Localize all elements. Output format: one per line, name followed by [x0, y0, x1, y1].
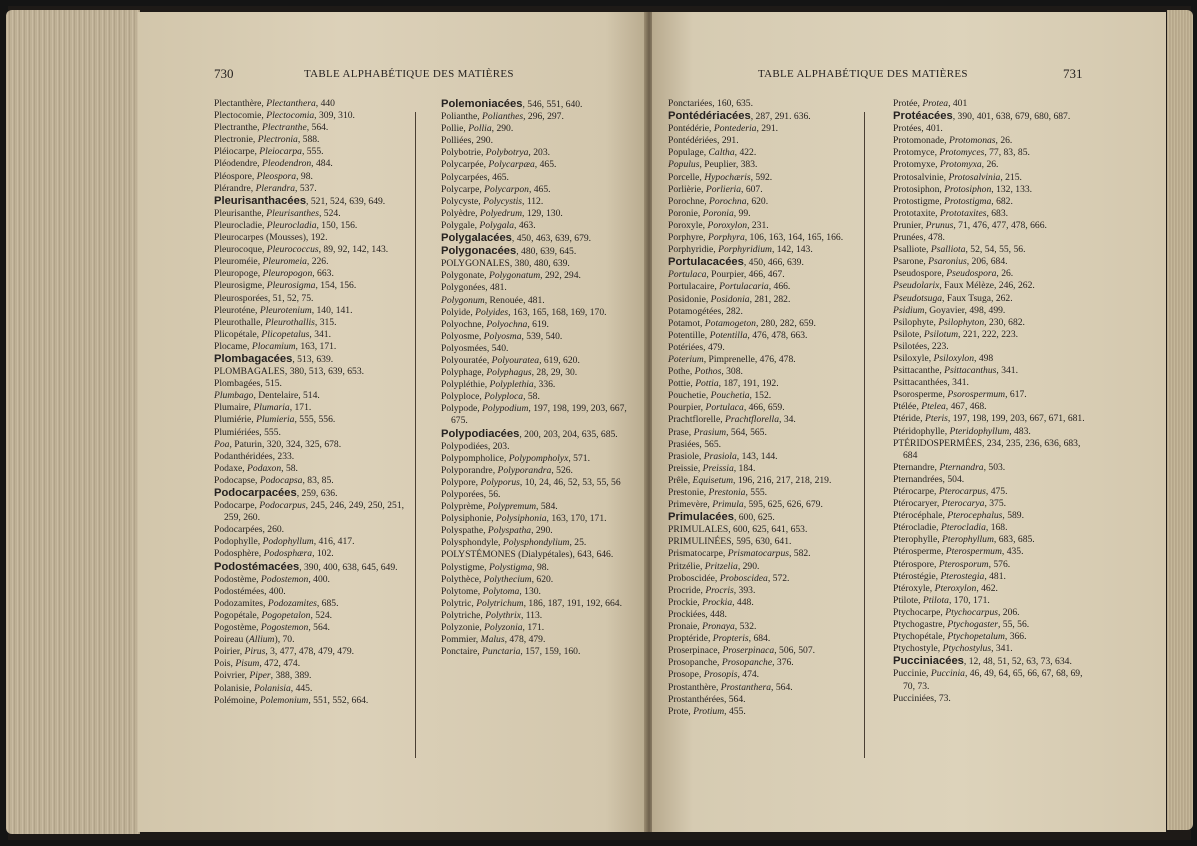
index-entry: PTÉRIDOSPERMÉES, 234, 235, 236, 636, 683, 684 — [893, 437, 1081, 461]
index-entry: Protomyce, Protomyces, 77, 83, 85. — [893, 147, 1030, 159]
index-column-2 — [441, 98, 637, 658]
index-entry: Prasiole, Prasiola, 143, 144. — [668, 450, 778, 462]
index-entry: Podostémées, 400. — [214, 585, 286, 597]
index-entry: Pternandre, Pternandra, 503. — [893, 461, 1006, 473]
index-entry: Protomyxe, Protomyxa, 26. — [893, 159, 999, 171]
index-entry: Ponctaire, Punctaria, 157, 159, 160. — [441, 646, 581, 658]
index-entry: Plumiérie, Plumieria, 555, 556. — [214, 414, 336, 426]
index-entry: Prostanthère, Prostanthera, 564. — [668, 681, 793, 693]
left-page — [138, 12, 646, 832]
column-rule — [415, 112, 416, 758]
index-entry: Podostémacées, 390, 400, 638, 645, 649. — [214, 560, 398, 573]
index-entry: Poterium, Pimprenelle, 476, 478. — [668, 353, 796, 365]
index-entry: Podocarpe, Podocarpus, 245, 246, 249, 250, 251, 259, 260. — [214, 500, 405, 524]
index-entry: Poivrier, Piper, 388, 389. — [214, 670, 312, 682]
running-header: TABLE ALPHABÉTIQUE DES MATIÈRES — [758, 68, 968, 80]
index-entry: Polyouratée, Polyouratea, 619, 620. — [441, 354, 580, 366]
index-entry: Pourpier, Portulaca, 466, 659. — [668, 402, 785, 414]
index-entry: Polytric, Polytrichum, 186, 187, 191, 192, 664. — [441, 597, 622, 609]
index-entry: Prototaxite, Prototaxites, 683. — [893, 207, 1009, 219]
index-entry: Posidonie, Posidonia, 281, 282. — [668, 293, 791, 305]
index-entry: Poireau (Allium), 70. — [214, 634, 295, 646]
page-number: 730 — [214, 66, 234, 81]
index-entry: Puccinie, Puccinia, 46, 49, 64, 65, 66, 67, 68, 69, 70, 73. — [893, 668, 1083, 692]
index-entry: Pternandrées, 504. — [893, 473, 965, 485]
index-entry: Psilote, Psilotum, 221, 222, 223. — [893, 328, 1019, 340]
index-entry: Podostème, Podostemon, 400. — [214, 573, 330, 585]
index-entry: Polyochne, Polyochna, 619. — [441, 318, 549, 330]
index-entry: Pritzélie, Pritzelia, 290. — [668, 560, 760, 572]
index-entry: Plectranthe, Plectranthe, 564. — [214, 122, 329, 134]
index-entry: Polygalacées, 450, 463, 639, 679. — [441, 232, 592, 245]
index-entry: Podosphère, Podosphæra, 102. — [214, 548, 334, 560]
index-entry: Ptéride, Pteris, 197, 198, 199, 203, 667, 671, 681. — [893, 413, 1085, 425]
index-entry: Preissie, Preissia, 184. — [668, 462, 756, 474]
index-entry: Porphyridie, Porphyridium, 142, 143. — [668, 244, 813, 256]
index-entry: Portulacacées, 450, 466, 639. — [668, 256, 804, 269]
index-entry: Podocapse, Podocapsa, 83, 85. — [214, 474, 334, 486]
index-entry: Porphyre, Porphyra, 106, 163, 164, 165, 166. — [668, 232, 844, 244]
index-entry: Prostanthérées, 564. — [668, 693, 746, 705]
index-entry: Porlièrie, Porlieria, 607. — [668, 183, 763, 195]
index-entry: Ptérocéphale, Pterocephalus, 589. — [893, 510, 1024, 522]
index-entry: Ptychogastre, Ptychogaster, 55, 56. — [893, 619, 1030, 631]
index-entry: POLYSTÉMONES (Dialypétales), 643, 646. — [441, 549, 614, 561]
index-entry: Psorosperme, Psorospermum, 617. — [893, 389, 1027, 401]
index-entry: Pleurisanthe, Pleurisanthes, 524. — [214, 207, 341, 219]
index-entry: Polybotrie, Polybotrya, 203. — [441, 147, 551, 159]
index-entry: Polygonum, Renouée, 481. — [441, 294, 545, 306]
index-entry: Psilotées, 223. — [893, 340, 949, 352]
index-entry: Psittacanthe, Psittacanthus, 341. — [893, 365, 1018, 377]
index-entry: Ptérocladie, Pterocladia, 168. — [893, 522, 1008, 534]
index-entry: Pouchetie, Pouchetia, 152. — [668, 390, 772, 402]
index-entry: Polypodiées, 203. — [441, 440, 510, 452]
index-entry: Plombagacées, 513, 639. — [214, 352, 334, 365]
index-entry: Ptérocarpe, Pterocarpus, 475. — [893, 486, 1008, 497]
index-entry: Pucciniées, 73. — [893, 692, 951, 704]
index-entry: Pollie, Pollia, 290. — [441, 123, 514, 135]
index-entry: Polysiphonie, Polysiphonia, 163, 170, 171. — [441, 513, 607, 525]
index-entry: Polyporées, 56. — [441, 489, 501, 500]
index-entry: Poroxyle, Poroxylon, 231. — [668, 219, 769, 231]
column-rule — [864, 112, 865, 758]
index-entry: Polysphondyle, Polysphondylium, 25. — [441, 537, 587, 549]
index-entry: Pseudospore, Pseudospora, 26. — [893, 268, 1014, 280]
index-entry: Psidium, Goyavier, 498, 499. — [893, 304, 1006, 316]
index-entry: Plumbago, Dentelaire, 514. — [214, 390, 320, 402]
index-column-4 — [893, 98, 1089, 705]
index-entry: Pléiocarpe, Pleiocarpa, 555. — [214, 146, 324, 158]
index-entry: Pléospore, Pleospora, 98. — [214, 170, 313, 182]
page-edges-left — [6, 10, 140, 834]
index-entry: Pontédériacées, 287, 291. 636. — [668, 110, 811, 123]
index-entry: Pléodendre, Pleodendron, 484. — [214, 158, 333, 170]
index-entry: Proserpinace, Proserpinaca, 506, 507. — [668, 645, 816, 657]
index-column-3 — [668, 98, 858, 718]
index-entry: Polygonate, Polygonatum, 292, 294. — [441, 270, 581, 282]
index-entry: Plombagées, 515. — [214, 378, 282, 390]
index-entry: Prosopanche, Prosopanche, 376. — [668, 657, 794, 669]
index-entry: Prote, Protium, 455. — [668, 705, 746, 717]
index-entry: Primevère, Primula, 595, 625, 626, 679. — [668, 499, 823, 511]
index-entry: Ptychopétale, Ptychopetalum, 366. — [893, 631, 1027, 643]
index-entry: Pleurocladie, Pleurocladia, 150, 156. — [214, 219, 358, 231]
index-entry: Pleurosporées, 51, 52, 75. — [214, 292, 314, 304]
index-entry: Polytome, Polytoma, 130. — [441, 585, 541, 597]
index-entry: Plectronie, Plectronia, 588. — [214, 134, 320, 146]
index-entry: Podophylle, Podophyllum, 416, 417. — [214, 536, 355, 548]
index-entry: Plumaire, Plumaria, 171. — [214, 402, 312, 414]
index-entry: Protosiphon, Protosiphon, 132, 133. — [893, 183, 1033, 195]
index-entry: Protéacées, 390, 401, 638, 679, 680, 687. — [893, 110, 1071, 123]
index-entry: Potériées, 479. — [668, 341, 725, 353]
index-entry: Polycarpées, 465. — [441, 171, 509, 183]
index-entry: PRIMULALES, 600, 625, 641, 653. — [668, 524, 808, 536]
index-entry: Polyosme, Polyosma, 539, 540. — [441, 330, 563, 342]
index-entry: Ponctariées, 160, 635. — [668, 98, 753, 109]
index-entry: Pterophylle, Pterophyllum, 683, 685. — [893, 534, 1035, 546]
index-entry: Protées, 401. — [893, 123, 943, 135]
index-entry: Pleuroténe, Pleurotenium, 140, 141. — [214, 304, 353, 316]
index-entry: Prêle, Equisetum, 196, 216, 217, 218, 219. — [668, 474, 832, 486]
index-entry: Polycarpe, Polycarpon, 465. — [441, 183, 551, 195]
index-entry: Polytriche, Polythrix, 113. — [441, 609, 543, 621]
index-entry: Podozamites, Podozamites, 685. — [214, 597, 339, 609]
index-entry: Prosope, Prosopis, 474. — [668, 669, 760, 681]
index-entry: Potentille, Potentilla, 476, 478, 663. — [668, 329, 808, 341]
index-entry: Pogostème, Pogostemon, 564. — [214, 622, 330, 634]
index-entry: Plocame, Plocamium, 163, 171. — [214, 340, 337, 352]
index-entry: Psittacanthées, 341. — [893, 377, 969, 389]
index-entry: Polygonacées, 480, 639, 645. — [441, 245, 577, 258]
index-entry: Porcelle, Hypochæris, 592. — [668, 171, 773, 183]
index-entry: Plectocomie, Plectocomia, 309, 310. — [214, 110, 355, 122]
index-entry: Polyzonie, Polyzonia, 171. — [441, 622, 545, 634]
index-entry: Prase, Prasium, 564, 565. — [668, 426, 767, 438]
index-entry: Pseudotsuga, Faux Tsuga, 262. — [893, 292, 1013, 304]
index-entry: Proboscidée, Proboscidea, 572. — [668, 572, 790, 584]
index-entry: Protomonade, Protomonas, 26. — [893, 135, 1013, 147]
index-entry: Plérandre, Plerandra, 537. — [214, 182, 317, 194]
index-entry: Polyide, Polyides, 163, 165, 168, 169, 170. — [441, 306, 607, 318]
index-entry: Polyèdre, Polyedrum, 129, 130. — [441, 207, 563, 219]
page-number: 731 — [1063, 66, 1083, 81]
index-entry: Polianthe, Polianthes, 296, 297. — [441, 111, 564, 123]
index-entry: Protostigme, Protostigma, 682. — [893, 195, 1013, 207]
index-entry: Ptérostégie, Pterostegia, 481. — [893, 570, 1006, 582]
index-entry: Polyploce, Polyploca, 58. — [441, 391, 540, 403]
index-entry: Pleuroméie, Pleuromeia, 226. — [214, 256, 329, 268]
index-entry: Ptychostyle, Ptychostylus, 341. — [893, 643, 1013, 655]
index-entry: Prachtflorelle, Prachtflorella, 34. — [668, 414, 796, 426]
index-entry: Ptérocaryer, Pterocarya, 375. — [893, 498, 1007, 510]
index-entry: Poa, Paturin, 320, 324, 325, 678. — [214, 438, 342, 450]
index-entry: Ptilote, Ptilota, 170, 171. — [893, 594, 990, 606]
index-entry: Plicopétale, Plicopetalus, 341. — [214, 328, 331, 340]
index-entry: Poronie, Poronia, 99. — [668, 207, 751, 219]
index-entry: Polyphage, Polyphagus, 28, 29, 30. — [441, 367, 578, 379]
index-entry: Ptérosperme, Pterospermum, 435. — [893, 546, 1024, 558]
index-entry: Polypodiacées, 200, 203, 204, 635, 685. — [441, 427, 618, 440]
index-entry: Podaxe, Podaxon, 58. — [214, 462, 298, 474]
index-entry: Polémoine, Polemonium, 551, 552, 664. — [214, 694, 369, 706]
index-entry: Pois, Pisum, 472, 474. — [214, 658, 301, 670]
index-entry: Psilophyte, Psilophyton, 230, 682. — [893, 316, 1025, 328]
index-entry: Pseudolarix, Faux Mélèze, 246, 262. — [893, 280, 1035, 292]
index-entry: Pothe, Pothos, 308. — [668, 366, 743, 378]
index-entry: Polyspathe, Polyspatha, 290. — [441, 525, 553, 537]
index-entry: Ptéridophylle, Pteridophyllum, 483. — [893, 425, 1031, 437]
index-entry: Populage, Caltha, 422. — [668, 147, 757, 159]
index-entry: Pleuropoge, Pleuropogon, 663. — [214, 268, 334, 280]
index-entry: Ptélée, Ptelea, 467, 468. — [893, 401, 987, 413]
index-entry: Prunier, Prunus, 71, 476, 477, 478, 666. — [893, 219, 1047, 231]
index-entry: Proptéride, Propteris, 684. — [668, 633, 771, 645]
index-entry: Pleurocoque, Pleurococcus, 89, 92, 142, 143. — [214, 244, 389, 256]
index-entry: PLOMBAGALES, 380, 513, 639, 653. — [214, 366, 365, 378]
index-entry: Psiloxyle, Psiloxylon, 498 — [893, 352, 994, 364]
index-entry: Polliées, 290. — [441, 135, 493, 147]
index-entry: Pleurocarpes (Mousses), 192. — [214, 232, 328, 244]
index-entry: Polemoniacées, 546, 551, 640. — [441, 98, 583, 110]
index-entry: Podocarpacées, 259, 636. — [214, 487, 338, 499]
index-entry: Polystigme, Polystigma, 98. — [441, 561, 549, 573]
index-entry: Pontédérie, Pontederia, 291. — [668, 123, 779, 135]
index-entry: Polyprème, Polypremum, 584. — [441, 501, 558, 513]
index-entry: Portulacaire, Portulacaria, 466. — [668, 281, 791, 293]
index-entry: Primulacées, 600, 625. — [668, 511, 775, 524]
index-entry: Prestonie, Prestonia, 555. — [668, 487, 768, 498]
index-entry: Pleurisanthacées, 521, 524, 639, 649. — [214, 194, 386, 207]
index-entry: Populus, Peuplier, 383. — [668, 159, 758, 171]
index-entry: Plumiériées, 555. — [214, 426, 281, 438]
index-entry: PRIMULINÉES, 595, 630, 641. — [668, 536, 792, 548]
index-entry: Poirier, Pirus, 3, 477, 478, 479, 479. — [214, 646, 355, 658]
index-entry: Prockiées, 448. — [668, 608, 727, 620]
index-entry: Podocarpées, 260. — [214, 524, 285, 536]
right-page — [652, 12, 1166, 832]
index-entry: Polypode, Polypodium, 197, 198, 199, 203, 667, 675. — [441, 403, 627, 427]
index-entry: Polyporandre, Polyporandra, 526. — [441, 464, 573, 476]
index-entry: Ptérospore, Pterosporum, 576. — [893, 558, 1011, 570]
index-entry: Prockie, Prockia, 448. — [668, 596, 754, 608]
index-entry: Podanthéridées, 233. — [214, 450, 295, 462]
index-entry: Potamot, Potamogeton, 280, 282, 659. — [668, 317, 816, 329]
index-entry: Polypléthie, Polyplethia, 336. — [441, 379, 556, 391]
index-entry: Polygale, Polygala, 463. — [441, 219, 536, 231]
index-entry: Polanisie, Polanisia, 445. — [214, 682, 313, 694]
index-entry: Ptéroxyle, Pteroxylon, 462. — [893, 582, 998, 594]
index-entry: Portulaca, Pourpier, 466, 467. — [668, 269, 785, 281]
index-entry: Polycarpée, Polycarpæa, 465. — [441, 159, 557, 171]
index-entry: Pleurosigme, Pleurosigma, 154, 156. — [214, 280, 357, 292]
index-entry: Polypore, Polyporus, 10, 24, 46, 52, 53, 55, 56 — [441, 476, 621, 488]
index-entry: Ptychocarpe, Ptychocarpus, 206. — [893, 606, 1020, 618]
index-entry: Psarone, Psaronius, 206, 684. — [893, 256, 1008, 268]
index-entry: POLYGONALES, 380, 480, 639. — [441, 258, 570, 270]
index-entry: Protée, Protea, 401 — [893, 98, 968, 109]
index-entry: Psalliote, Psalliota, 52, 54, 55, 56. — [893, 244, 1026, 256]
index-entry: Pogopétale, Pogopetalon, 524. — [214, 609, 333, 621]
index-entry: Pleurothalle, Pleurothallis, 315. — [214, 316, 337, 328]
index-entry: Pontédériées, 291. — [668, 135, 739, 147]
index-entry: Polycyste, Polycystis, 112. — [441, 195, 544, 207]
index-entry: Pucciniacées, 12, 48, 51, 52, 63, 73, 634. — [893, 655, 1072, 668]
page-edges-right — [1167, 10, 1193, 830]
index-entry: Polygonées, 481. — [441, 282, 507, 294]
index-column-1 — [214, 98, 410, 707]
index-entry: Polythèce, Polythecium, 620. — [441, 573, 554, 585]
index-entry: Polypompholice, Polypompholyx, 571. — [441, 452, 590, 464]
index-entry: Procride, Procris, 393. — [668, 584, 756, 596]
index-entry: Polyosmées, 540. — [441, 342, 509, 354]
index-entry: Protosalvinie, Protosalvinia, 215. — [893, 171, 1022, 183]
index-entry: Plectanthère, Plectanthera, 440 — [214, 98, 335, 109]
index-entry: Prunées, 478. — [893, 232, 945, 244]
index-entry: Pronaie, Pronaya, 532. — [668, 621, 757, 633]
index-entry: Pommier, Malus, 478, 479. — [441, 634, 546, 646]
index-entry: Prasiées, 565. — [668, 438, 722, 450]
index-entry: Pottie, Pottia, 187, 191, 192. — [668, 378, 779, 390]
index-entry: Potamogétées, 282. — [668, 305, 743, 317]
index-entry: Porochne, Porochna, 620. — [668, 195, 769, 207]
running-header: TABLE ALPHABÉTIQUE DES MATIÈRES — [304, 68, 514, 80]
index-entry: Prismatocarpe, Prismatocarpus, 582. — [668, 548, 811, 560]
